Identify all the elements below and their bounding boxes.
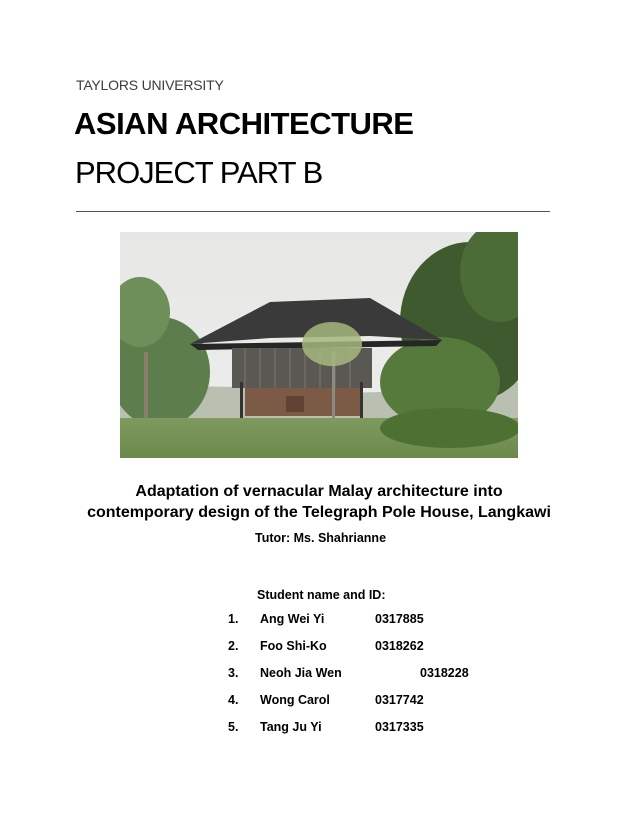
house-photo xyxy=(120,232,518,458)
student-name: Neoh Jia Wen xyxy=(260,666,342,680)
caption-line-1: Adaptation of vernacular Malay architecture into xyxy=(135,483,503,500)
caption-line-2: contemporary design of the Telegraph Pole House, Langkawi xyxy=(87,504,551,521)
student-id: 0317885 xyxy=(375,612,424,626)
student-name: Tang Ju Yi xyxy=(260,720,322,734)
student-number: 4. xyxy=(228,693,239,707)
student-row xyxy=(0,639,638,657)
student-number: 1. xyxy=(228,612,239,626)
student-row xyxy=(0,720,638,738)
document-title: ASIAN ARCHITECTURE xyxy=(74,106,414,141)
university-label: TAYLORS UNIVERSITY xyxy=(76,77,224,93)
student-name: Wong Carol xyxy=(260,693,330,707)
student-id: 0318262 xyxy=(375,639,424,653)
student-id: 0317742 xyxy=(375,693,424,707)
document-subtitle: PROJECT PART B xyxy=(75,155,323,190)
student-id: 0318228 xyxy=(420,666,469,680)
student-name: Ang Wei Yi xyxy=(260,612,325,626)
student-number: 2. xyxy=(228,639,239,653)
student-row xyxy=(0,666,638,684)
student-number: 3. xyxy=(228,666,239,680)
student-row xyxy=(0,612,638,630)
student-row xyxy=(0,693,638,711)
horizontal-rule xyxy=(76,211,550,212)
photo-caption xyxy=(0,481,638,523)
students-heading: Student name and ID: xyxy=(257,588,386,602)
student-id: 0317335 xyxy=(375,720,424,734)
student-name: Foo Shi-Ko xyxy=(260,639,327,653)
student-number: 5. xyxy=(228,720,239,734)
tutor-line: Tutor: Ms. Shahrianne xyxy=(255,531,387,545)
